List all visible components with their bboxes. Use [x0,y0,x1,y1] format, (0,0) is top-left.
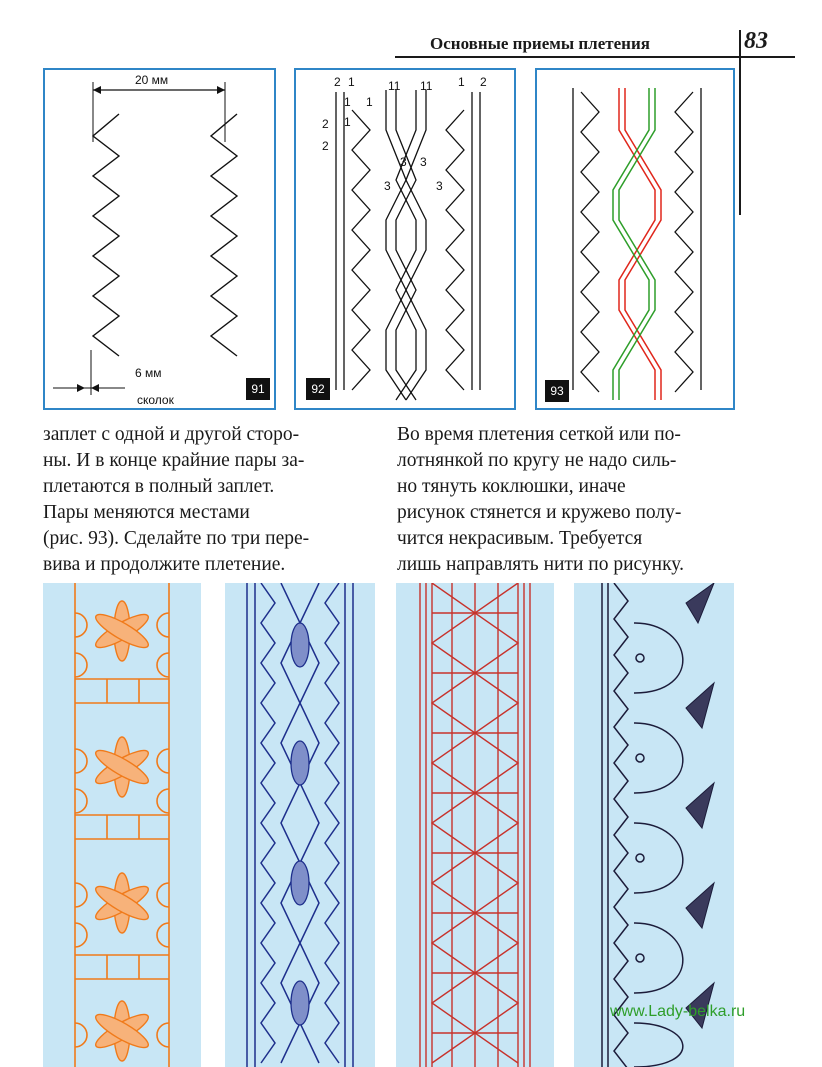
fig92-label-4: 11 [420,79,433,93]
fig92-label-8: 1 [366,95,373,109]
fig92-label-9: 1 [344,115,351,129]
page-number: 83 [744,28,768,54]
text-line: лишь направлять нити по рисунку. [397,554,684,575]
fig92-label-13: 3 [420,155,427,169]
fig92-label-5: 1 [458,75,465,89]
header-vertical-rule [739,30,741,215]
navy-lace-pattern [225,583,375,1067]
body-text-left-column [43,422,388,578]
lace-panel-navy [225,583,375,1067]
figure-92-drawing [296,70,516,410]
fig92-label-15: 3 [436,179,443,193]
figure-91-number: 91 [246,378,270,400]
text-line: рисунок стянется и кружево полу- [397,502,682,523]
fig92-label-6: 2 [480,75,487,89]
fig92-label-7: 1 [344,95,351,109]
dark-lace-pattern [574,583,734,1067]
fig92-label-11: 2 [322,139,329,153]
fig92-label-3: 11 [388,79,401,93]
text-line: ны. И в конце крайние пары за- [43,450,305,471]
lace-panel-dark [574,583,734,1067]
figure-92-number: 92 [306,378,330,400]
text-line: Во время плетения сеткой или по- [397,424,681,445]
text-line: но тянуть коклюшки, иначе [397,476,626,497]
fig92-label-14: 3 [384,179,391,193]
fig92-label-12: 3 [400,155,407,169]
text-line: лотнянкой по кругу не надо силь- [397,450,677,471]
figure-92 [294,68,516,410]
text-line: Пары меняются местами [43,502,250,523]
lace-panel-orange-flowers [43,583,201,1067]
figure-93 [535,68,735,410]
body-text-right-column [397,422,742,578]
figure-93-number: 93 [545,380,569,402]
fig92-label-10: 2 [322,117,329,131]
fig91-width-label: 20 мм [135,73,169,87]
fig91-pin-label: сколок [137,393,174,407]
text-line: заплет с одной и другой сторо- [43,424,300,445]
text-line: плетаются в полный заплет. [43,476,275,497]
fig92-label-2: 1 [348,75,355,89]
running-header-title: Основные приемы плетения [430,34,650,53]
red-lattice-pattern [396,583,554,1067]
figure-91-drawing [45,70,276,410]
fig91-offset-label: 6 мм [135,366,162,380]
text-line: вива и продолжите плетение. [43,554,286,575]
text-line: (рис. 93). Сделайте по три пере- [43,528,310,549]
text-line: чится некрасивым. Требуется [397,528,643,549]
figure-91 [43,68,276,410]
fig91-zigzag-right [211,114,237,356]
figure-93-drawing [537,70,735,410]
lace-panel-red [396,583,554,1067]
fig92-label-1: 2 [334,75,341,89]
header-rule [395,56,795,58]
fig91-zigzag-left [93,114,119,356]
orange-flower-pattern [43,583,201,1067]
watermark-url: www.Lady-belka.ru [610,1003,746,1020]
